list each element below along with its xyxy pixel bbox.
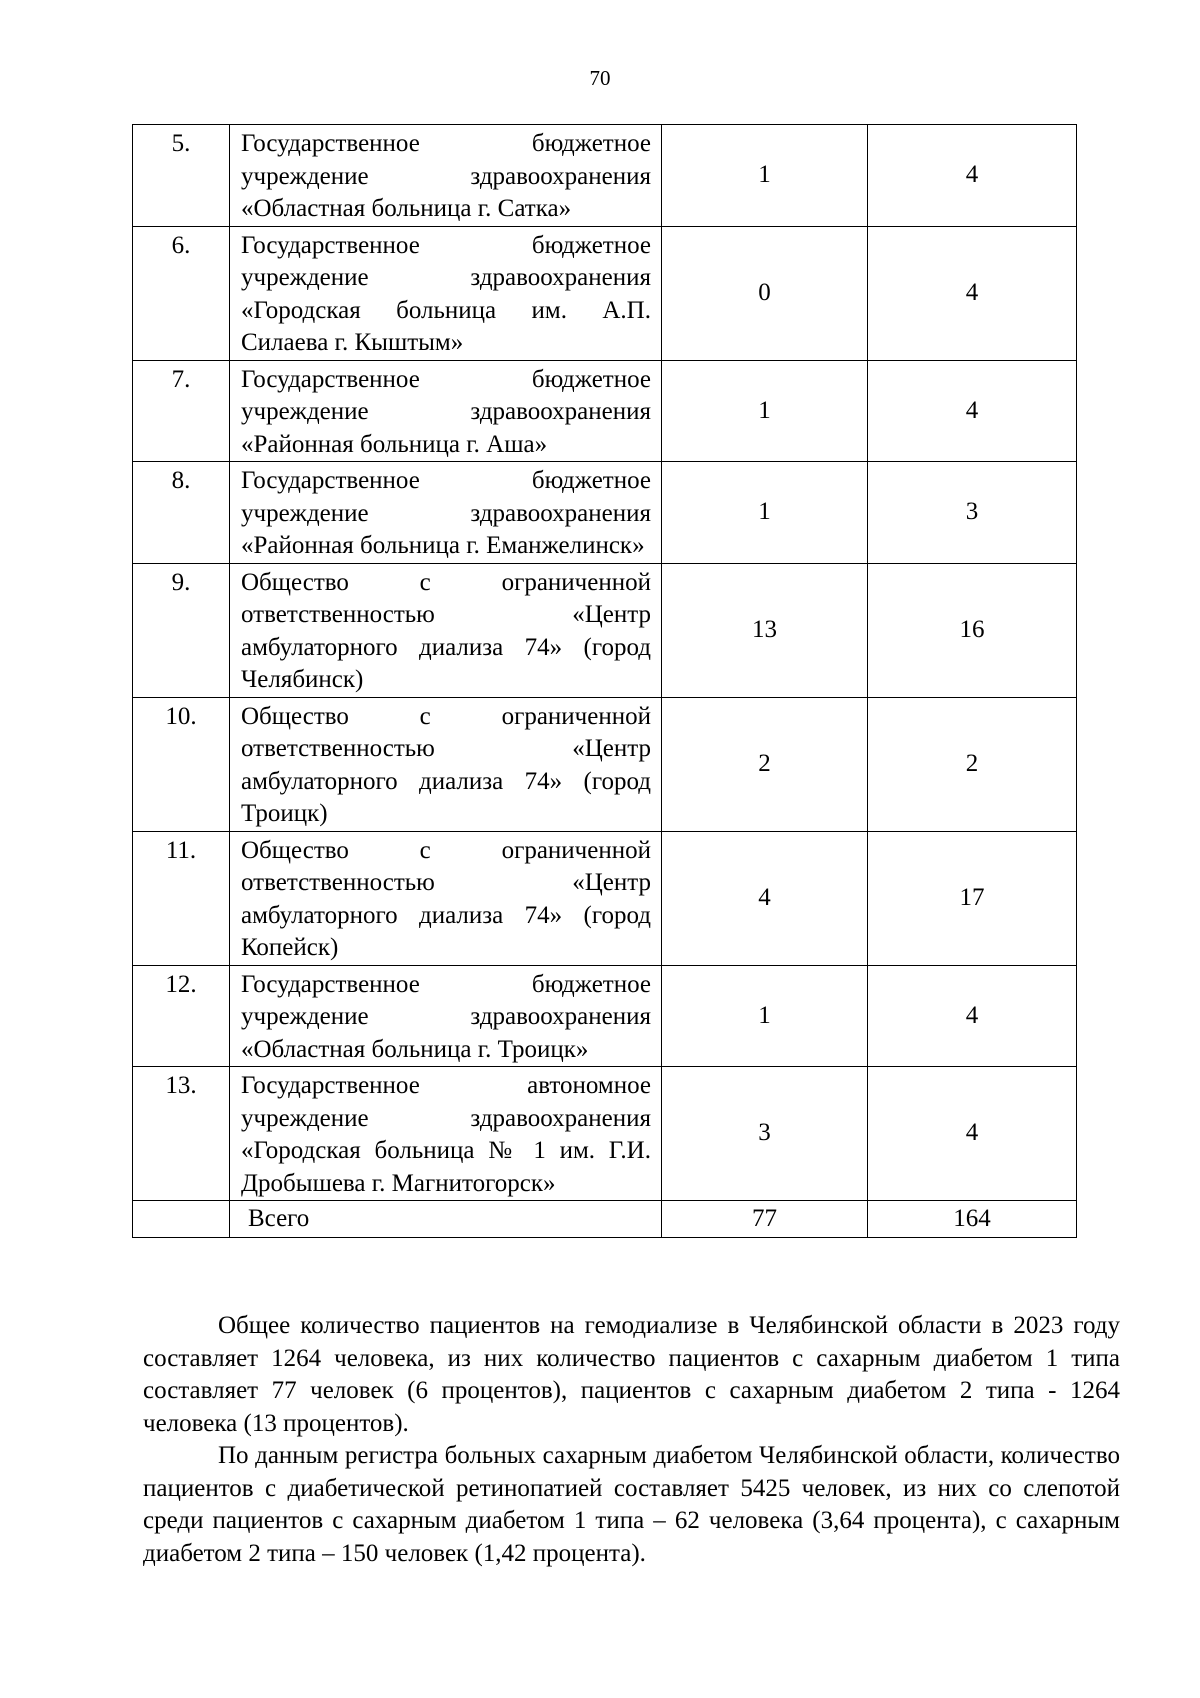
- total-label: Всего: [230, 1201, 662, 1238]
- row-number: 13.: [133, 1067, 230, 1201]
- institution-name: Общество с ограниченной ответственностью «Центр амбулаторного диализа 74» (город Троицк): [230, 697, 662, 831]
- value-col-2: 4: [868, 1067, 1077, 1201]
- row-number: 8.: [133, 462, 230, 564]
- table-row: [133, 1067, 1077, 1201]
- value-col-1: 1: [662, 965, 868, 1067]
- row-number: 9.: [133, 563, 230, 697]
- value-col-2: 2: [868, 697, 1077, 831]
- value-col-1: 1: [662, 125, 868, 227]
- table-row: [133, 965, 1077, 1067]
- value-col-2: 4: [868, 226, 1077, 360]
- value-col-1: 1: [662, 360, 868, 462]
- table-row: [133, 226, 1077, 360]
- table-row: [133, 125, 1077, 227]
- institution-name: Государственное бюджетное учреждение здравоохранения «Городская больница им. А.П. Силаева г. Кыштым»: [230, 226, 662, 360]
- paragraph: Общее количество пациентов на гемодиализе в Челябинской области в 2023 году составляет 1264 человека, из них количество пациентов с сахарным диабетом 1 типа составляет 77 человек (6 процентов), пациентов с сахарным диабетом 2 типа - 1264 человека (13 процентов).: [143, 1312, 1120, 1437]
- row-number: 11.: [133, 831, 230, 965]
- institution-name: Государственное бюджетное учреждение здравоохранения «Районная больница г. Аша»: [230, 360, 662, 462]
- value-col-2: 4: [868, 360, 1077, 462]
- value-col-2: 4: [868, 965, 1077, 1067]
- total-value-col-1: 77: [662, 1201, 868, 1238]
- institution-name: Государственное бюджетное учреждение здравоохранения «Районная больница г. Еманжелинск»: [230, 462, 662, 564]
- row-number: 10.: [133, 697, 230, 831]
- institution-name: Общество с ограниченной ответственностью «Центр амбулаторного диализа 74» (город Челябинск): [230, 563, 662, 697]
- table-row: [133, 831, 1077, 965]
- table-row: [133, 360, 1077, 462]
- total-value-col-2: 164: [868, 1201, 1077, 1238]
- value-col-1: 13: [662, 563, 868, 697]
- value-col-1: 3: [662, 1067, 868, 1201]
- paragraph: По данным регистра больных сахарным диабетом Челябинской области, количество пациентов с диабетической ретинопатией составляет 5425 человек, из них со слепотой среди пациентов с сахарным диабетом 1 типа – 62 человека (3,64 процента), с сахарным диабетом 2 типа – 150 человек (1,42 процента).: [143, 1442, 1120, 1567]
- row-number: 5.: [133, 125, 230, 227]
- row-number: 6.: [133, 226, 230, 360]
- table-row: [133, 462, 1077, 564]
- table-row: [133, 563, 1077, 697]
- total-empty-cell: [133, 1201, 230, 1238]
- total-row: [133, 1201, 1077, 1238]
- value-col-1: 2: [662, 697, 868, 831]
- value-col-2: 3: [868, 462, 1077, 564]
- body-text: [143, 1310, 1120, 1570]
- value-col-1: 0: [662, 226, 868, 360]
- table-row: [133, 697, 1077, 831]
- value-col-2: 4: [868, 125, 1077, 227]
- row-number: 7.: [133, 360, 230, 462]
- institution-name: Общество с ограниченной ответственностью «Центр амбулаторного диализа 74» (город Копейск): [230, 831, 662, 965]
- value-col-1: 4: [662, 831, 868, 965]
- institution-name: Государственное автономное учреждение здравоохранения «Городская больница № 1 им. Г.И. Дробышева г. Магнитогорск»: [230, 1067, 662, 1201]
- page-number: 70: [589, 66, 611, 90]
- value-col-1: 1: [662, 462, 868, 564]
- value-col-2: 17: [868, 831, 1077, 965]
- institution-name: Государственное бюджетное учреждение здравоохранения «Областная больница г. Троицк»: [230, 965, 662, 1067]
- value-col-2: 16: [868, 563, 1077, 697]
- row-number: 12.: [133, 965, 230, 1067]
- data-table: [132, 124, 1077, 1238]
- institution-name: Государственное бюджетное учреждение здравоохранения «Областная больница г. Сатка»: [230, 125, 662, 227]
